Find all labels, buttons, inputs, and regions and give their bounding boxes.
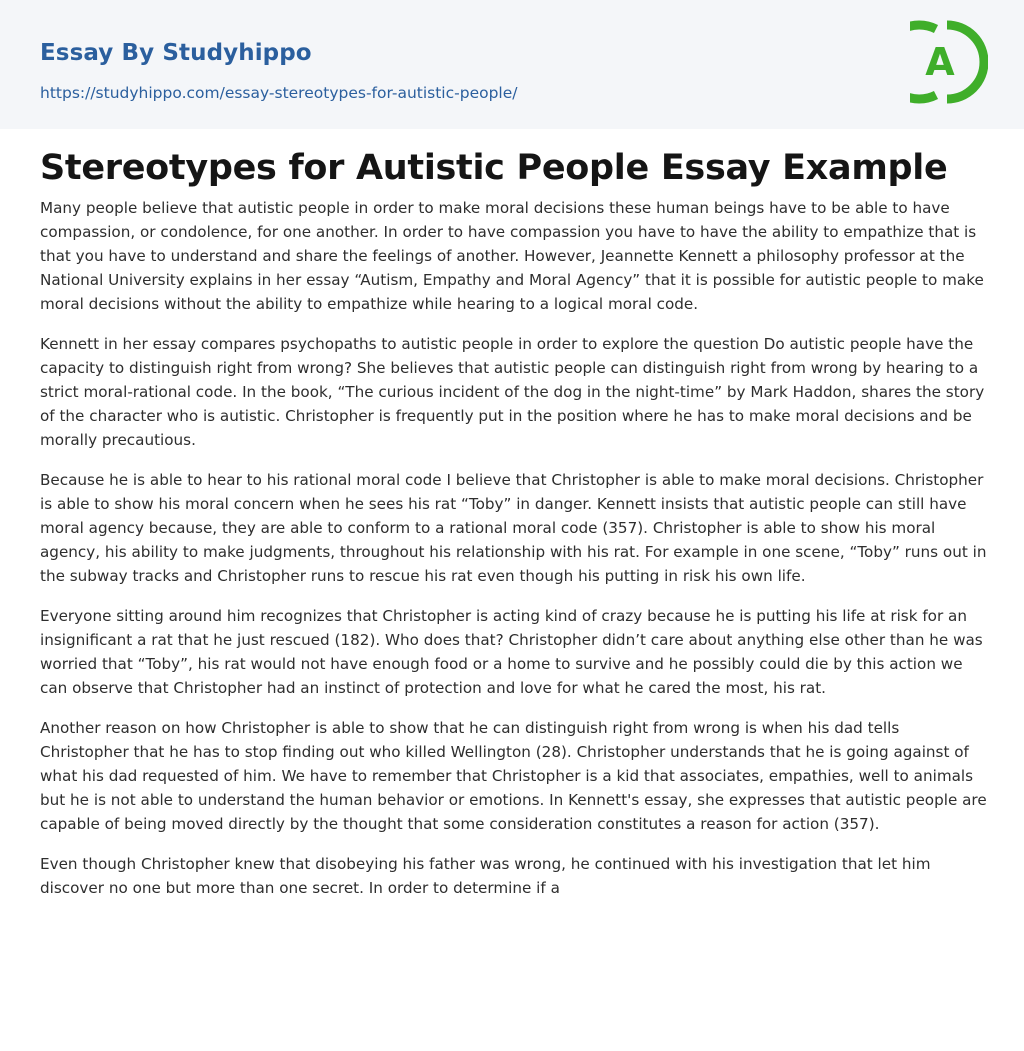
essay-body [40, 196, 988, 900]
essay-paragraph: Because he is able to hear to his rational moral code I believe that Christopher is able to make moral decisions. Christopher is able to show his moral concern when he sees his rat “Toby” in danger. Kennett insists that autistic people can still have moral agency because, they are able to conform to a rational moral code (357). Christopher is able to show his moral agency, his ability to make judgments, throughout his relationship with his rat. For example in one scene, “Toby” runs out in the subway tracks and Christopher runs to rescue his rat even though his putting in risk his own life. [40, 471, 987, 585]
site-brand[interactable]: Essay By Studyhippo [40, 40, 312, 66]
essay-paragraph: Everyone sitting around him recognizes that Christopher is acting kind of crazy because he is putting his life at risk for an insignificant a rat that he just rescued (182). Who does that? Christopher didn’t care about anything else other than he was worried that “Toby”, his rat would not have enough food or a home to survive and he possibly could die by this action we can observe that Christopher had an instinct of protection and love for what he cared the most, his rat. [40, 607, 983, 697]
essay-paragraph: Many people believe that autistic people in order to make moral decisions these human beings have to be able to have compassion, or condolence, for one another. In order to have compassion you have to have the ability to empathize that is that you have to understand and share the feelings of another. However, Jeannette Kennett a philosophy professor at the National University explains in her essay “Autism, Empathy and Moral Agency” that it is possible for autistic people to make moral decisions without the ability to empathize while hearing to a logical moral code. [40, 199, 984, 313]
logo-letter: A [925, 40, 955, 84]
essay-url-link[interactable]: https://studyhippo.com/essay-stereotypes-for-autistic-people/ [40, 84, 518, 102]
site-header [0, 0, 1024, 129]
essay-paragraph: Even though Christopher knew that disobeying his father was wrong, he continued with his investigation that let him discover no one but more than one secret. In order to determine if a [40, 855, 931, 897]
studyhippo-logo-icon[interactable] [910, 18, 988, 106]
essay-paragraph: Another reason on how Christopher is able to show that he can distinguish right from wrong is when his dad tells Christopher that he has to stop finding out who killed Wellington (28). Christopher understands that he is going against of what his dad requested of him. We have to remember that Christopher is a kid that associates, empathies, well to animals but he is not able to understand the human behavior or emotions. In Kennett's essay, she expresses that autistic people are capable of being moved directly by the thought that some consideration constitutes a reason for action (357). [40, 719, 987, 833]
essay-content [40, 129, 988, 916]
essay-title: Stereotypes for Autistic People Essay Example [40, 148, 948, 188]
essay-paragraph: Kennett in her essay compares psychopaths to autistic people in order to explore the question Do autistic people have the capacity to distinguish right from wrong? She believes that autistic people can distinguish right from wrong by hearing to a strict moral-rational code. In the book, “The curious incident of the dog in the night-time” by Mark Haddon, shares the story of the character who is autistic. Christopher is frequently put in the position where he has to make moral decisions and be morally precautious. [40, 335, 985, 449]
